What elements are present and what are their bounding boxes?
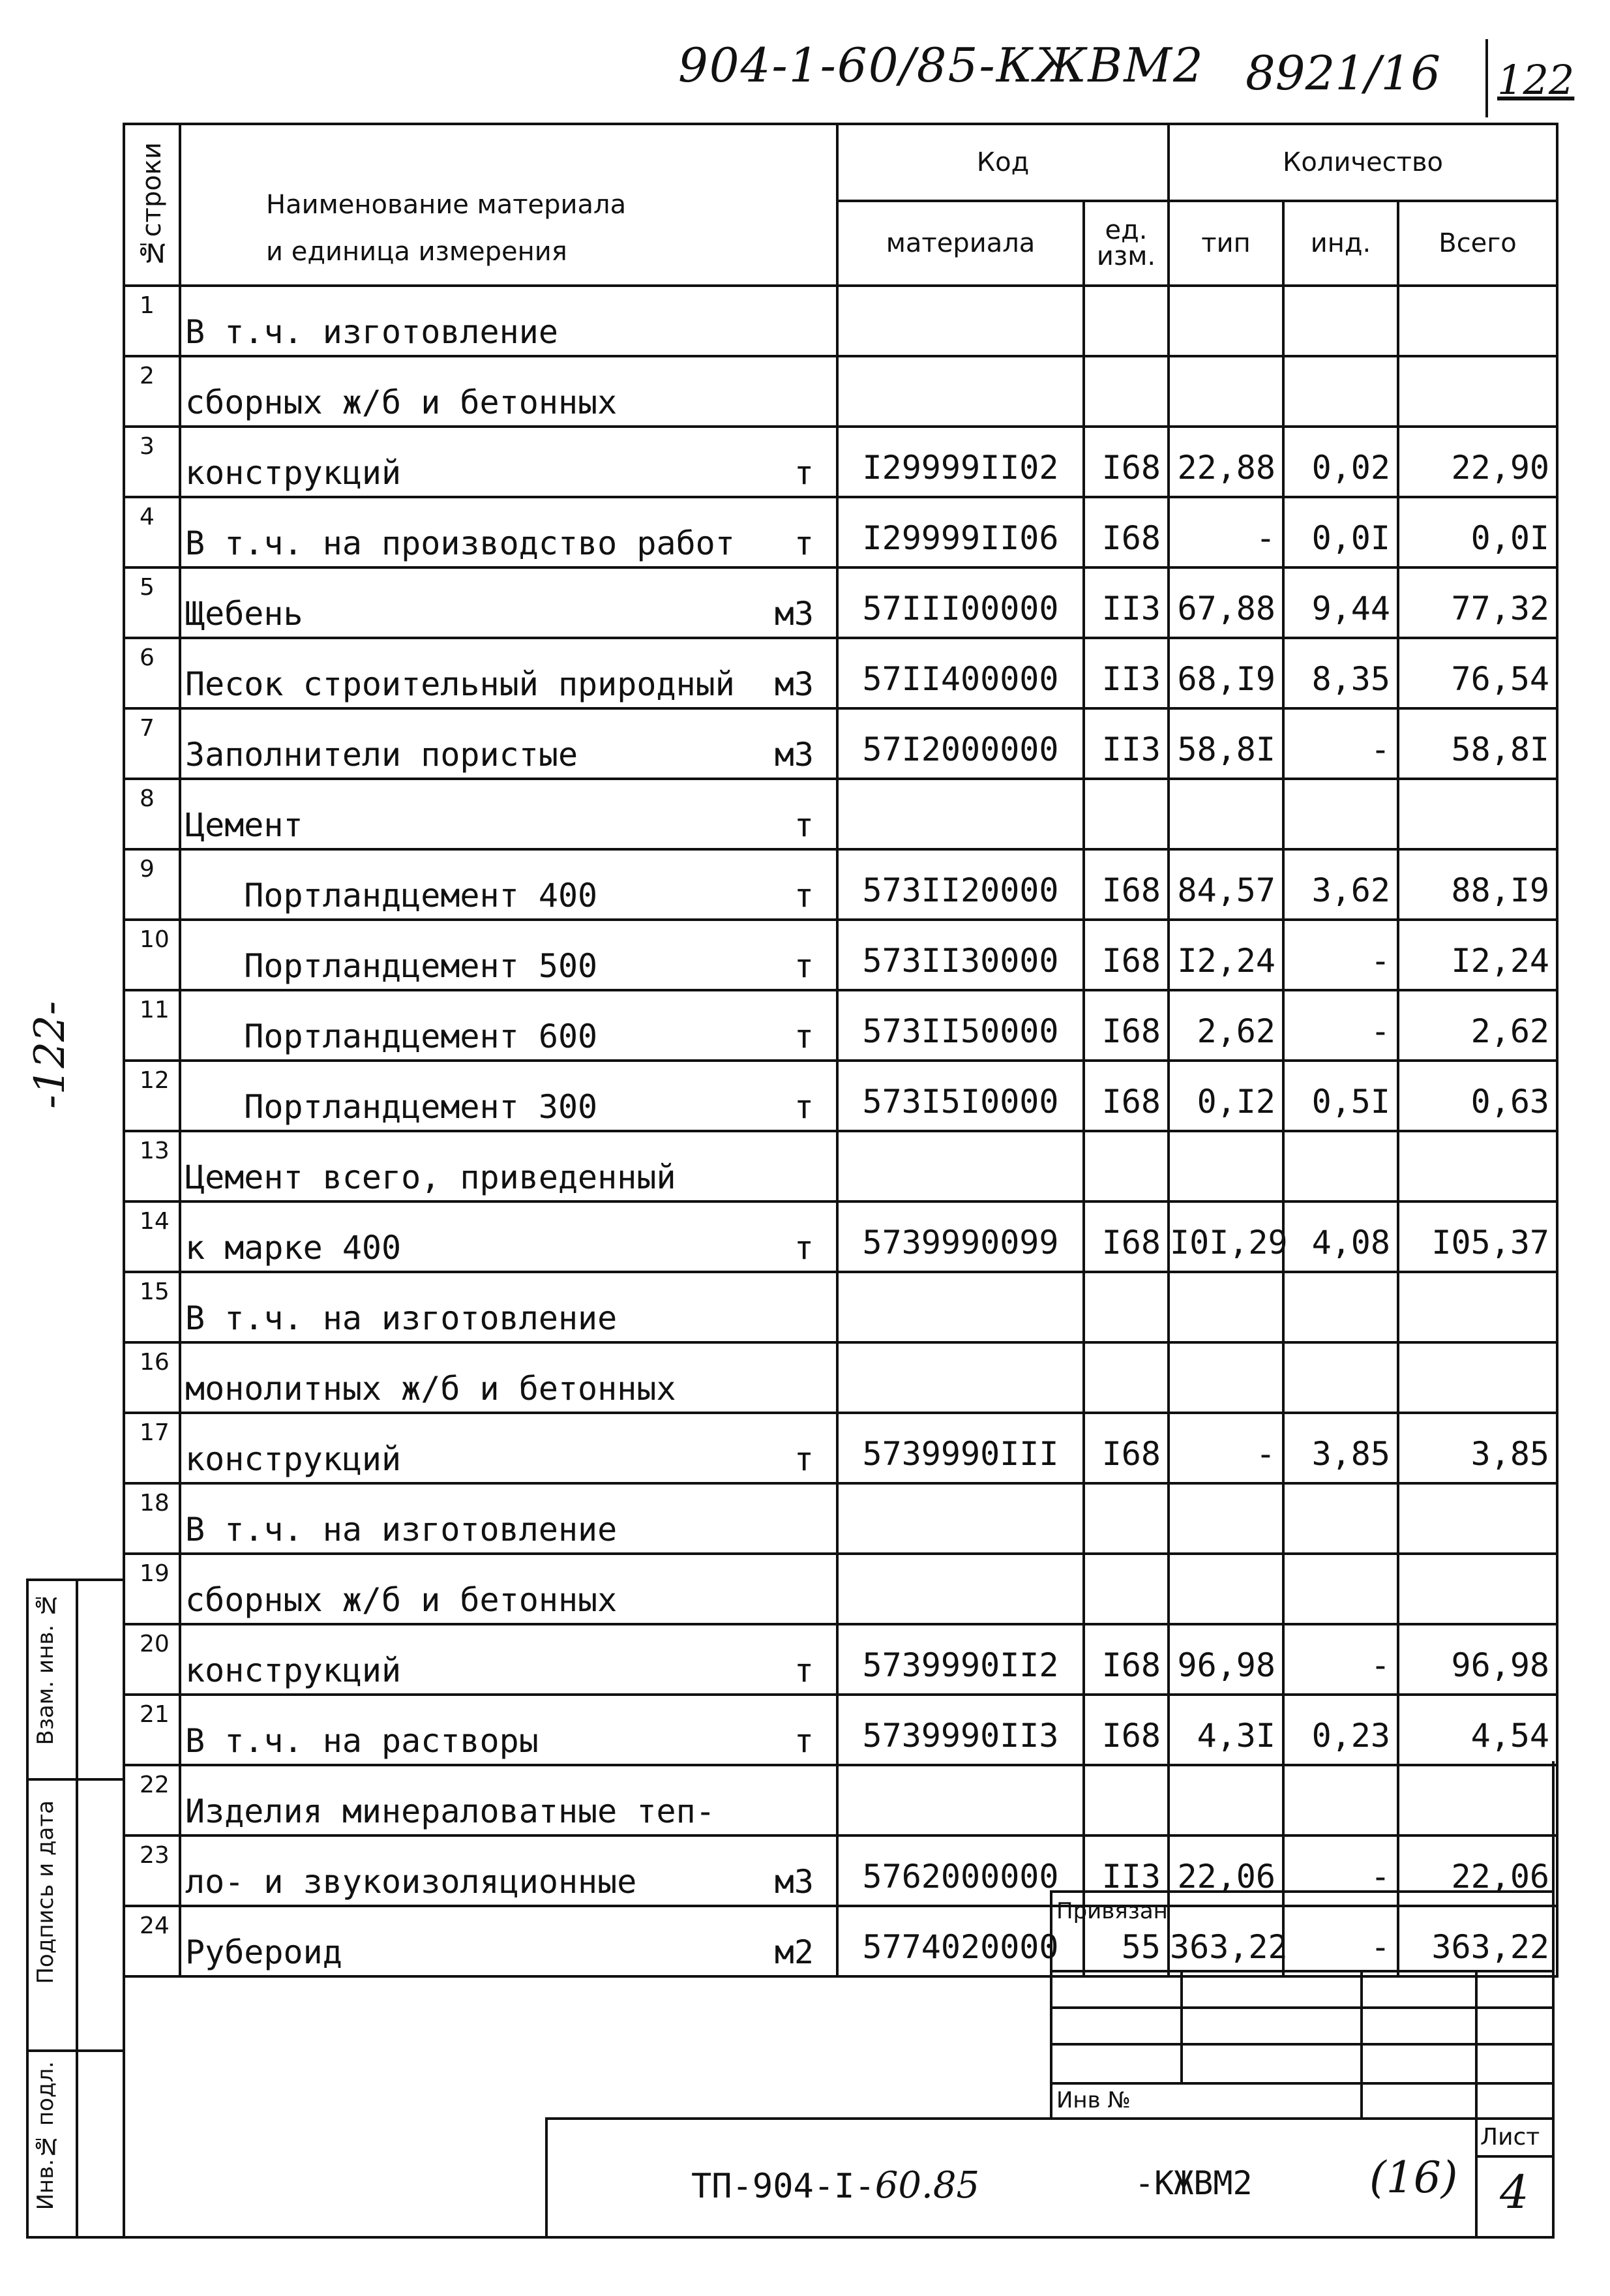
material-unit: т bbox=[794, 1722, 814, 1760]
material-name-cell bbox=[180, 1906, 837, 1976]
material-unit: т bbox=[794, 1440, 814, 1478]
row-number: 12 bbox=[124, 1061, 180, 1131]
row-number: 9 bbox=[124, 849, 180, 920]
material-name-cell bbox=[180, 849, 837, 920]
row-number: 16 bbox=[124, 1342, 180, 1413]
material-code: 57III00000 bbox=[837, 567, 1084, 638]
table-row bbox=[124, 849, 1557, 920]
material-name: В т.ч. на изготовление bbox=[185, 1511, 618, 1548]
unit-code bbox=[1084, 1131, 1169, 1201]
material-code: 5739990III bbox=[837, 1413, 1084, 1483]
material-code: 573I5I0000 bbox=[837, 1061, 1084, 1131]
qty-type: I2,24 bbox=[1169, 920, 1283, 990]
unit-code bbox=[1084, 1483, 1169, 1554]
unit-code: II3 bbox=[1084, 638, 1169, 708]
material-code: 5739990099 bbox=[837, 1201, 1084, 1272]
material-name-cell bbox=[180, 1131, 837, 1201]
material-name-cell bbox=[180, 1624, 837, 1695]
table-row bbox=[124, 708, 1557, 779]
table-row bbox=[124, 1765, 1557, 1835]
material-code: 573II30000 bbox=[837, 920, 1084, 990]
material-name: сборных ж/б и бетонных bbox=[185, 384, 618, 421]
material-code bbox=[837, 286, 1084, 356]
row-number: 20 bbox=[124, 1624, 180, 1695]
header-row-1 bbox=[124, 124, 1557, 201]
table-row bbox=[124, 356, 1557, 427]
side-label-inv-podl: Инв.№ подл. bbox=[33, 2061, 59, 2211]
qty-ind bbox=[1283, 1342, 1398, 1413]
material-unit: м3 bbox=[774, 1863, 814, 1901]
inventory-number: 8921/16 bbox=[1245, 46, 1441, 100]
material-name: Заполнители пористые bbox=[185, 736, 578, 774]
qty-type: 96,98 bbox=[1169, 1624, 1283, 1695]
qty-type: 58,8I bbox=[1169, 708, 1283, 779]
qty-type: 22,06 bbox=[1169, 1835, 1283, 1906]
row-number: 7 bbox=[124, 708, 180, 779]
col-qty-type: тип bbox=[1169, 201, 1283, 286]
unit-code bbox=[1084, 286, 1169, 356]
unit-code bbox=[1084, 1342, 1169, 1413]
col-code-material: материала bbox=[837, 201, 1084, 286]
qty-type: 2,62 bbox=[1169, 990, 1283, 1061]
table-row bbox=[124, 920, 1557, 990]
privyazan-line-2 bbox=[1050, 2006, 1555, 2009]
doc-code-prefix: ТП-904-I- bbox=[691, 2167, 875, 2206]
table-row bbox=[124, 1272, 1557, 1342]
material-name: Портландцемент 500 bbox=[185, 947, 598, 985]
unit-code: I68 bbox=[1084, 849, 1169, 920]
qty-total bbox=[1398, 1483, 1557, 1554]
material-unit: т bbox=[794, 947, 814, 985]
list-value: 4 bbox=[1500, 2166, 1529, 2219]
qty-total bbox=[1398, 779, 1557, 849]
doc-suffix: -КЖВМ2 bbox=[1135, 2164, 1253, 2202]
table-row bbox=[124, 1131, 1557, 1201]
qty-ind: - bbox=[1283, 708, 1398, 779]
qty-ind: 0,23 bbox=[1283, 1695, 1398, 1765]
material-name: к марке 400 bbox=[185, 1229, 402, 1267]
unit-code: II3 bbox=[1084, 567, 1169, 638]
material-name-cell bbox=[180, 286, 837, 356]
material-name-cell bbox=[180, 567, 837, 638]
table-row bbox=[124, 1554, 1557, 1624]
material-name: монолитных ж/б и бетонных bbox=[185, 1370, 676, 1408]
unit-code: I68 bbox=[1084, 990, 1169, 1061]
qty-type: 4,3I bbox=[1169, 1695, 1283, 1765]
table-row bbox=[124, 779, 1557, 849]
qty-total bbox=[1398, 1131, 1557, 1201]
material-name-cell bbox=[180, 1835, 837, 1906]
frame-left bbox=[123, 1761, 125, 2237]
material-unit: т bbox=[794, 524, 814, 562]
material-code: 573II50000 bbox=[837, 990, 1084, 1061]
privyazan-vline-1 bbox=[1180, 1970, 1183, 2082]
material-name-cell bbox=[180, 638, 837, 708]
material-code: I29999II02 bbox=[837, 427, 1084, 497]
qty-type: 0,I2 bbox=[1169, 1061, 1283, 1131]
privyazan-line-3 bbox=[1050, 2043, 1555, 2046]
qty-type: 68,I9 bbox=[1169, 638, 1283, 708]
qty-total: 96,98 bbox=[1398, 1624, 1557, 1695]
material-name-cell bbox=[180, 920, 837, 990]
row-number: 19 bbox=[124, 1554, 180, 1624]
material-name-cell bbox=[180, 1765, 837, 1835]
material-name-cell bbox=[180, 1483, 837, 1554]
privyazan-line-1 bbox=[1050, 1970, 1555, 1972]
qty-ind: - bbox=[1283, 1624, 1398, 1695]
unit-code bbox=[1084, 1272, 1169, 1342]
material-name-cell bbox=[180, 1061, 837, 1131]
qty-total: 77,32 bbox=[1398, 567, 1557, 638]
row-number: 10 bbox=[124, 920, 180, 990]
qty-total: 76,54 bbox=[1398, 638, 1557, 708]
qty-type bbox=[1169, 286, 1283, 356]
unit-code: I68 bbox=[1084, 1624, 1169, 1695]
qty-ind: - bbox=[1283, 990, 1398, 1061]
qty-total: 22,06 bbox=[1398, 1835, 1557, 1906]
qty-ind: - bbox=[1283, 1835, 1398, 1906]
qty-ind: - bbox=[1283, 1906, 1398, 1976]
col-name-label: Наименование материала и единица измерения bbox=[266, 190, 627, 267]
qty-total bbox=[1398, 1765, 1557, 1835]
qty-total: 88,I9 bbox=[1398, 849, 1557, 920]
material-name: ло- и звукоизоляционные bbox=[185, 1863, 637, 1901]
side-label-vzam-inv: Взам. инв. № bbox=[33, 1592, 59, 1745]
header-divider bbox=[1485, 39, 1488, 117]
qty-ind: - bbox=[1283, 920, 1398, 990]
qty-type: 67,88 bbox=[1169, 567, 1283, 638]
material-code: 57I2000000 bbox=[837, 708, 1084, 779]
qty-ind bbox=[1283, 1272, 1398, 1342]
qty-type: - bbox=[1169, 497, 1283, 567]
qty-total: 2,62 bbox=[1398, 990, 1557, 1061]
unit-code: I68 bbox=[1084, 920, 1169, 990]
material-unit: т bbox=[794, 806, 814, 844]
doc-code bbox=[691, 2164, 979, 2207]
qty-total: 0,63 bbox=[1398, 1061, 1557, 1131]
col-name bbox=[180, 124, 837, 286]
qty-ind: 3,85 bbox=[1283, 1413, 1398, 1483]
qty-total bbox=[1398, 356, 1557, 427]
material-name: Портландцемент 300 bbox=[185, 1088, 598, 1126]
qty-ind bbox=[1283, 1131, 1398, 1201]
qty-total: 0,0I bbox=[1398, 497, 1557, 567]
material-name-cell bbox=[180, 1342, 837, 1413]
qty-ind: 0,5I bbox=[1283, 1061, 1398, 1131]
material-name: конструкций bbox=[185, 1652, 402, 1689]
row-number: 21 bbox=[124, 1695, 180, 1765]
unit-code: II3 bbox=[1084, 1835, 1169, 1906]
qty-ind: 4,08 bbox=[1283, 1201, 1398, 1272]
row-number: 3 bbox=[124, 427, 180, 497]
qty-type: 363,22 bbox=[1169, 1906, 1283, 1976]
qty-ind: 0,0I bbox=[1283, 497, 1398, 567]
table-row bbox=[124, 1342, 1557, 1413]
material-code bbox=[837, 1131, 1084, 1201]
material-name: Щебень bbox=[185, 595, 303, 633]
material-code bbox=[837, 356, 1084, 427]
qty-ind: 3,62 bbox=[1283, 849, 1398, 920]
material-code: I29999II06 bbox=[837, 497, 1084, 567]
unit-code bbox=[1084, 1765, 1169, 1835]
material-code bbox=[837, 1483, 1084, 1554]
material-unit: м3 bbox=[774, 665, 814, 703]
qty-ind bbox=[1283, 1554, 1398, 1624]
unit-code: I68 bbox=[1084, 1413, 1169, 1483]
table-row bbox=[124, 1201, 1557, 1272]
material-unit: т bbox=[794, 1018, 814, 1055]
qty-type bbox=[1169, 1131, 1283, 1201]
row-number: 23 bbox=[124, 1835, 180, 1906]
material-code bbox=[837, 779, 1084, 849]
material-name: В т.ч. на изготовление bbox=[185, 1299, 618, 1337]
material-unit: т bbox=[794, 1229, 814, 1267]
unit-code: I68 bbox=[1084, 1061, 1169, 1131]
row-number: 13 bbox=[124, 1131, 180, 1201]
unit-code bbox=[1084, 1554, 1169, 1624]
material-name-cell bbox=[180, 1413, 837, 1483]
qty-type: 84,57 bbox=[1169, 849, 1283, 920]
material-name-cell bbox=[180, 779, 837, 849]
material-code: 5774020000 bbox=[837, 1906, 1084, 1976]
qty-ind: 9,44 bbox=[1283, 567, 1398, 638]
table-row bbox=[124, 1061, 1557, 1131]
material-name-cell bbox=[180, 1554, 837, 1624]
row-number: 5 bbox=[124, 567, 180, 638]
qty-type bbox=[1169, 1765, 1283, 1835]
row-number: 6 bbox=[124, 638, 180, 708]
table-row bbox=[124, 427, 1557, 497]
qty-ind: 0,02 bbox=[1283, 427, 1398, 497]
material-code bbox=[837, 1272, 1084, 1342]
qty-ind bbox=[1283, 779, 1398, 849]
qty-total: 58,8I bbox=[1398, 708, 1557, 779]
qty-ind bbox=[1283, 1483, 1398, 1554]
materials-table bbox=[123, 123, 1558, 1978]
material-name: конструкций bbox=[185, 454, 402, 492]
material-code: 57II400000 bbox=[837, 638, 1084, 708]
page-number: 122 bbox=[1497, 56, 1575, 104]
doc-code-hand: 60.85 bbox=[874, 2164, 980, 2207]
row-number: 24 bbox=[124, 1906, 180, 1976]
row-number: 4 bbox=[124, 497, 180, 567]
unit-code: I68 bbox=[1084, 1695, 1169, 1765]
row-number: 8 bbox=[124, 779, 180, 849]
material-name: Изделия минераловатные теп- bbox=[185, 1792, 715, 1830]
col-row-number bbox=[124, 124, 180, 286]
row-number: 17 bbox=[124, 1413, 180, 1483]
material-name: конструкций bbox=[185, 1440, 402, 1478]
privyazan-box bbox=[1050, 1890, 1555, 2120]
qty-total: I05,37 bbox=[1398, 1201, 1557, 1272]
title-block-sheet-line bbox=[1475, 2155, 1555, 2158]
table-row bbox=[124, 1483, 1557, 1554]
material-code: 5739990II2 bbox=[837, 1624, 1084, 1695]
unit-code: I68 bbox=[1084, 1201, 1169, 1272]
material-code: 5762000000 bbox=[837, 1835, 1084, 1906]
list-label: Лист bbox=[1480, 2124, 1540, 2151]
col-code-group: Код bbox=[837, 124, 1169, 201]
qty-total: 363,22 bbox=[1398, 1906, 1557, 1976]
row-number: 11 bbox=[124, 990, 180, 1061]
unit-code bbox=[1084, 356, 1169, 427]
qty-type: - bbox=[1169, 1413, 1283, 1483]
col-qty-group: Количество bbox=[1169, 124, 1557, 201]
qty-total: 3,85 bbox=[1398, 1413, 1557, 1483]
material-unit: м3 bbox=[774, 595, 814, 633]
privyazan-vline-3 bbox=[1475, 1970, 1478, 2120]
qty-total bbox=[1398, 1342, 1557, 1413]
side-label-podpis-data: Подпись и дата bbox=[33, 1800, 59, 1984]
table-row bbox=[124, 1624, 1557, 1695]
material-code bbox=[837, 1554, 1084, 1624]
material-name: Цемент всего, приведенный bbox=[185, 1158, 676, 1196]
material-name-cell bbox=[180, 708, 837, 779]
material-name-cell bbox=[180, 497, 837, 567]
material-unit: т bbox=[794, 454, 814, 492]
unit-code bbox=[1084, 779, 1169, 849]
sheet-handwritten: (16) bbox=[1369, 2152, 1458, 2203]
table-row bbox=[124, 990, 1557, 1061]
material-code: 573II20000 bbox=[837, 849, 1084, 920]
qty-total bbox=[1398, 1272, 1557, 1342]
material-name: В т.ч. на растворы bbox=[185, 1722, 539, 1760]
material-name-cell bbox=[180, 990, 837, 1061]
qty-total: I2,24 bbox=[1398, 920, 1557, 990]
row-number: 14 bbox=[124, 1201, 180, 1272]
material-name: Портландцемент 400 bbox=[185, 877, 598, 914]
table-row bbox=[124, 638, 1557, 708]
qty-ind bbox=[1283, 286, 1398, 356]
material-unit: м3 bbox=[774, 736, 814, 774]
qty-total: 22,90 bbox=[1398, 427, 1557, 497]
material-name-cell bbox=[180, 1695, 837, 1765]
qty-total bbox=[1398, 1554, 1557, 1624]
privyazan-vline-2 bbox=[1360, 1970, 1363, 2120]
row-number: 15 bbox=[124, 1272, 180, 1342]
inv-no-label: Инв № bbox=[1056, 2087, 1131, 2113]
material-name: Цемент bbox=[185, 806, 303, 844]
material-name-cell bbox=[180, 356, 837, 427]
table-row bbox=[124, 497, 1557, 567]
unit-code: 55 bbox=[1084, 1906, 1169, 1976]
qty-type: 22,88 bbox=[1169, 427, 1283, 497]
col-qty-ind: инд. bbox=[1283, 201, 1398, 286]
material-name: В т.ч. на производство работ bbox=[185, 524, 735, 562]
col-qty-total: Всего bbox=[1398, 201, 1557, 286]
privyazan-label: Привязан bbox=[1056, 1898, 1168, 1924]
unit-code: II3 bbox=[1084, 708, 1169, 779]
qty-type bbox=[1169, 1483, 1283, 1554]
qty-type: I0I,29 bbox=[1169, 1201, 1283, 1272]
table-row bbox=[124, 286, 1557, 356]
qty-ind bbox=[1283, 1765, 1398, 1835]
unit-code: I68 bbox=[1084, 427, 1169, 497]
title-block-sheet-divider bbox=[1475, 2117, 1478, 2239]
qty-total bbox=[1398, 286, 1557, 356]
material-name: сборных ж/б и бетонных bbox=[185, 1581, 618, 1619]
qty-type bbox=[1169, 779, 1283, 849]
material-name-cell bbox=[180, 427, 837, 497]
qty-type bbox=[1169, 1342, 1283, 1413]
qty-ind bbox=[1283, 356, 1398, 427]
col-row-number-label: №строки bbox=[137, 142, 167, 267]
margin-page-number: -122- bbox=[26, 1001, 74, 1109]
material-unit: т bbox=[794, 877, 814, 914]
material-unit: м2 bbox=[774, 1933, 814, 1971]
material-name: Рубероид bbox=[185, 1933, 342, 1971]
unit-code: I68 bbox=[1084, 497, 1169, 567]
table-row bbox=[124, 1413, 1557, 1483]
material-name: Песок строительный природный bbox=[185, 665, 735, 703]
qty-type bbox=[1169, 1554, 1283, 1624]
col-code-unit: ед. изм. bbox=[1084, 201, 1169, 286]
table-row bbox=[124, 1695, 1557, 1765]
material-name: Портландцемент 600 bbox=[185, 1018, 598, 1055]
material-code bbox=[837, 1342, 1084, 1413]
privyazan-line-4 bbox=[1050, 2082, 1555, 2085]
material-name-cell bbox=[180, 1201, 837, 1272]
material-code bbox=[837, 1765, 1084, 1835]
row-number: 1 bbox=[124, 286, 180, 356]
qty-total: 4,54 bbox=[1398, 1695, 1557, 1765]
qty-type bbox=[1169, 1272, 1283, 1342]
material-unit: т bbox=[794, 1088, 814, 1126]
document-code-handwritten: 904-1-60/85-КЖВМ2 bbox=[678, 38, 1204, 93]
row-number: 22 bbox=[124, 1765, 180, 1835]
row-number: 2 bbox=[124, 356, 180, 427]
material-name: В т.ч. изготовление bbox=[185, 313, 558, 351]
material-name-cell bbox=[180, 1272, 837, 1342]
qty-ind: 8,35 bbox=[1283, 638, 1398, 708]
row-number: 18 bbox=[124, 1483, 180, 1554]
material-unit: т bbox=[794, 1652, 814, 1689]
material-code: 5739990II3 bbox=[837, 1695, 1084, 1765]
table-body bbox=[124, 286, 1557, 1976]
table-row bbox=[124, 567, 1557, 638]
qty-type bbox=[1169, 356, 1283, 427]
